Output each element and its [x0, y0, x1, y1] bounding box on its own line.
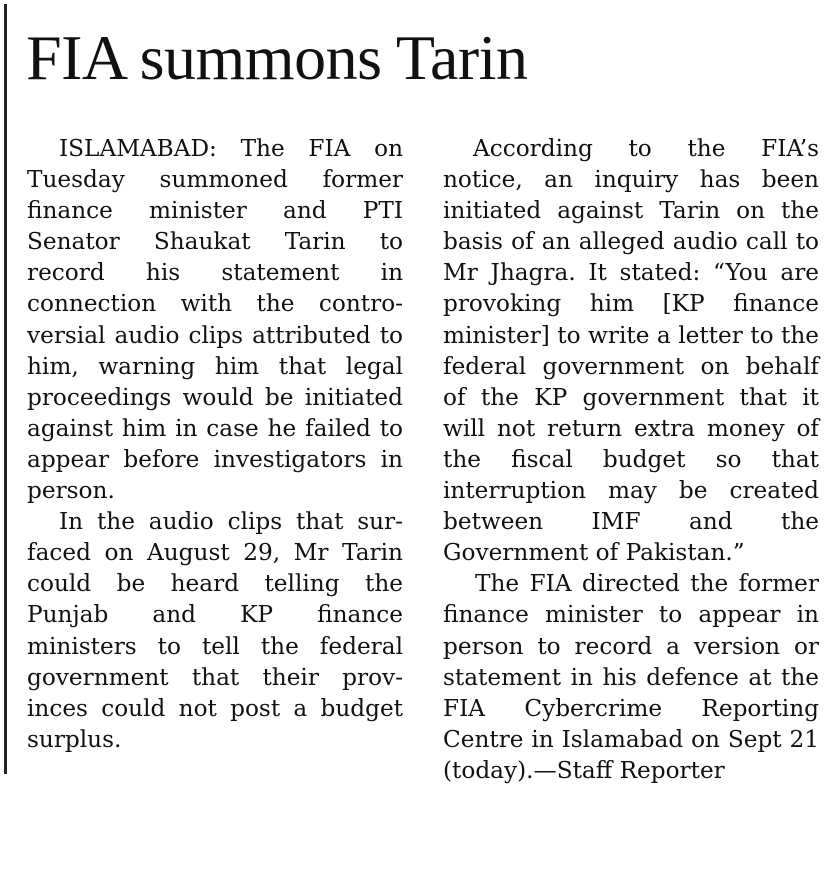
paragraph-fia-notice: According to the FIA’s notice, an inquiry has been initiated against Tarin on the basis of an alleged audio call to Mr Jhagra. It stated: “You are provoking him [KP finance minister] to write a letter to the federal government on behalf of the KP government that it will not return extra money of the fiscal budget so that interruption may be created between IMF and the Government of Pakistan.” — [443, 135, 819, 567]
article-column-left — [27, 133, 403, 755]
paragraph-islamabad: ISLAMABAD: The FIA on Tuesday summoned former finance minister and PTI Senator Shaukat Tarin to record his statement in connection with the controversial audio clips attributed to him, warning him that legal proceedings would be initiated against him in case he failed to appear before investigators in person. — [27, 135, 403, 505]
paragraph-fia-directive: The FIA directed the former finance minister to appear in person to record a version or statement in his defence at the FIA Cybercrime Reporting Centre in Islamabad on Sept 21 (today).—Staff Reporter — [443, 570, 819, 784]
article-column-right — [443, 133, 819, 786]
paragraph-audio-clips: In the audio clips that surfaced on August 29, Mr Tarin could be heard telling the Punjab and KP finance ministers to tell the federal government that their provinces could not post a budget surplus. — [27, 508, 403, 753]
headline: FIA summons Tarin — [26, 22, 528, 93]
column-rule — [4, 4, 7, 774]
